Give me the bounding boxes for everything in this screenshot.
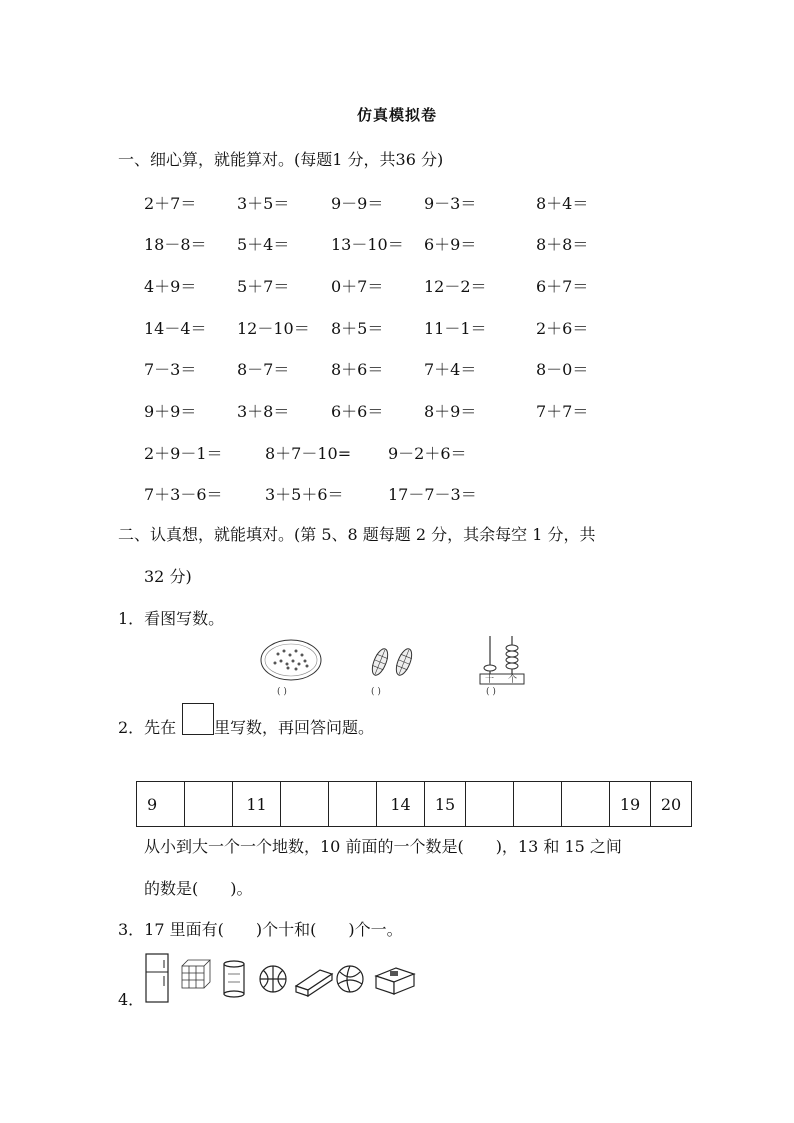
problem: 7＋7＝ — [536, 402, 589, 421]
section1-heading: 一、细心算，就能算对。(每题1 分，共36 分) — [118, 150, 444, 169]
answer-box-sample — [182, 703, 214, 735]
can-icon — [224, 961, 244, 997]
problem: 8＋9＝ — [424, 402, 477, 421]
problem: 8＋6＝ — [331, 360, 384, 379]
page-title: 仿真模拟卷 — [356, 106, 437, 124]
problem: 6＋6＝ — [331, 402, 384, 421]
problem: 4＋9＝ — [144, 277, 197, 296]
cuboid-icon — [296, 970, 332, 996]
abacus-label-tens: 十 — [485, 675, 495, 685]
shapes-objects-row — [140, 952, 420, 1004]
blank-cell[interactable] — [281, 782, 329, 827]
problem: 8－7＝ — [237, 360, 290, 379]
blank-cell[interactable] — [329, 782, 377, 827]
answer-blank: ( ) — [486, 687, 496, 697]
question-3: 3．17 里面有( )个十和( )个一。 — [118, 920, 403, 939]
problem: 12－10＝ — [237, 319, 310, 338]
number-cell: 11 — [233, 782, 281, 827]
problem: 8＋7－10= — [265, 444, 352, 463]
problem: 9＋9＝ — [144, 402, 197, 421]
problem: 5＋7＝ — [237, 277, 290, 296]
problem: 9－2＋6＝ — [388, 444, 467, 463]
problem: 5＋4＝ — [237, 235, 290, 254]
question-4: 4． — [118, 990, 145, 1009]
section2-heading-cont: 32 分) — [144, 567, 192, 586]
problem: 6＋7＝ — [536, 277, 589, 296]
problem: 2＋6＝ — [536, 319, 589, 338]
problem: 6＋9＝ — [424, 235, 477, 254]
problem: 3＋5＝ — [237, 194, 290, 213]
question-2-line2: 的数是( )。 — [144, 879, 253, 898]
answer-blank: ( ) — [371, 687, 381, 697]
box-icon — [376, 968, 414, 994]
problem: 9－3＝ — [424, 194, 477, 213]
number-cell: 15 — [425, 782, 466, 827]
number-sequence-table — [136, 781, 692, 827]
answer-blank: ( ) — [277, 687, 287, 697]
number-cell: 14 — [377, 782, 425, 827]
problem: 8＋8＝ — [536, 235, 589, 254]
problem: 7＋3－6＝ — [144, 485, 223, 504]
problem: 8－0＝ — [536, 360, 589, 379]
problem: 12－2＝ — [424, 277, 487, 296]
problem: 8＋4＝ — [536, 194, 589, 213]
problem: 8＋5＝ — [331, 319, 384, 338]
problem: 14－4＝ — [144, 319, 207, 338]
question-2-line1: 从小到大一个一个地数，10 前面的一个数是( )，13 和 15 之间 — [144, 837, 622, 856]
blank-cell[interactable] — [466, 782, 514, 827]
problem: 3＋8＝ — [237, 402, 290, 421]
basketball-icon — [260, 966, 286, 992]
question-1: 1．看图写数。 — [118, 609, 225, 628]
problem: 9－9＝ — [331, 194, 384, 213]
rubik-cube-icon — [182, 960, 210, 988]
problem: 18－8＝ — [144, 235, 207, 254]
fridge-icon — [146, 954, 168, 1002]
number-cell: 19 — [610, 782, 651, 827]
problem: 7＋4＝ — [424, 360, 477, 379]
problem: 3＋5＋6＝ — [265, 485, 344, 504]
section2-heading: 二、认真想，就能填对。(第 5、8 题每题 2 分，其余每空 1 分，共 — [118, 525, 596, 544]
corn-image — [368, 644, 418, 684]
question-2-suffix: 里写数，再回答问题。 — [214, 718, 375, 737]
number-cell: 9 — [137, 782, 185, 827]
problem: 13－10＝ — [331, 235, 404, 254]
problem: 2＋9－1＝ — [144, 444, 223, 463]
dots-plate-image — [258, 636, 334, 698]
problem: 2＋7＝ — [144, 194, 197, 213]
question-2-prefix: 2．先在 — [118, 718, 177, 737]
number-cell: 20 — [651, 782, 692, 827]
problem: 7－3＝ — [144, 360, 197, 379]
blank-cell[interactable] — [562, 782, 610, 827]
problem: 11－1＝ — [424, 319, 487, 338]
blank-cell[interactable] — [514, 782, 562, 827]
problem: 17－7－3＝ — [388, 485, 477, 504]
volleyball-icon — [337, 966, 363, 992]
problem: 0＋7＝ — [331, 277, 384, 296]
blank-cell[interactable] — [185, 782, 233, 827]
abacus-label-ones: 个 — [508, 675, 518, 685]
